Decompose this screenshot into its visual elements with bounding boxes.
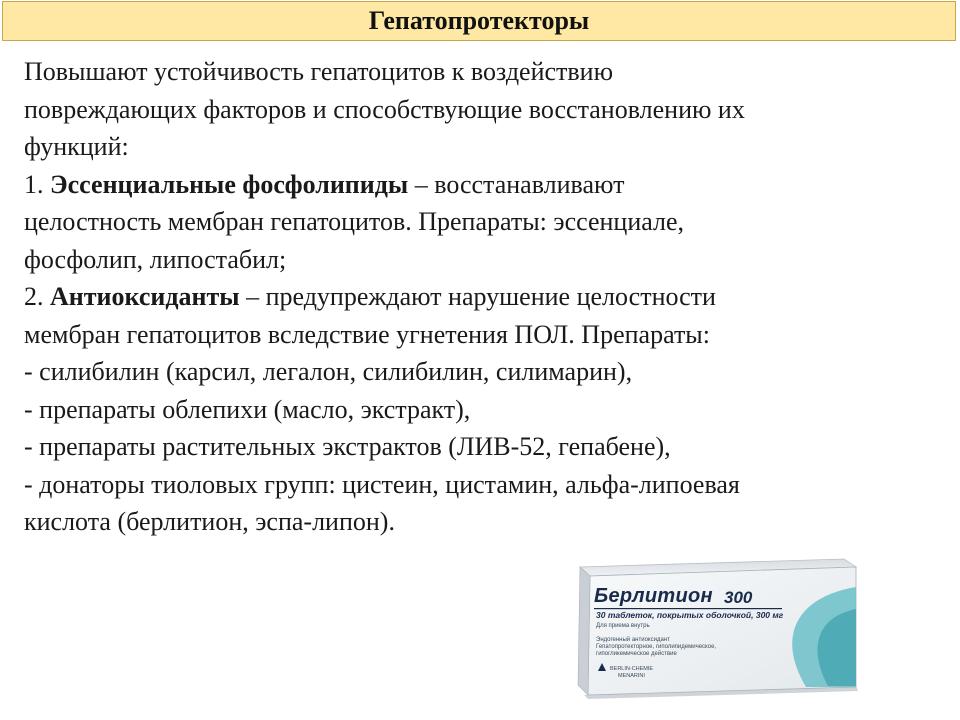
text-line	[24, 428, 934, 466]
line-bold-term: Антиоксиданты	[50, 282, 240, 311]
box-desc-line: гипогликемическое действие	[596, 651, 677, 657]
body-text	[24, 53, 934, 541]
box-tablets-text: 30 таблеток, покрытых оболочкой, 300 мг	[596, 610, 784, 620]
box-desc-line: Гепатопротекторное, гиполипидемическое,	[596, 644, 717, 650]
line-text: целостность мембран гепатоцитов. Препараты: эссенциале,	[24, 207, 685, 236]
line-text: - силибилин (карсил, легалон, силибилин, силимарин),	[24, 357, 633, 386]
line-text: – восстанавливают	[408, 169, 625, 199]
line-text: кислота (берлитион, эспа-липон).	[24, 507, 395, 536]
text-line	[24, 503, 934, 541]
box-maker-name: MENARINI	[618, 673, 645, 679]
box-desc-line: Эндогенный антиоксидант	[596, 637, 670, 643]
text-line	[24, 128, 934, 166]
text-line	[24, 203, 934, 241]
line-text: Повышают устойчивость гепатоцитов к воздействию	[24, 57, 614, 86]
box-maker-name: BERLIN-CHEMIE	[610, 666, 654, 672]
line-text: повреждающих факторов и способствующие восстановлению их	[24, 94, 745, 124]
text-line	[24, 241, 934, 279]
line-text: - препараты облепихи (масло, экстракт),	[24, 394, 471, 424]
text-line	[24, 466, 934, 504]
line-bold-term: Эссенциальные фосфолипиды	[50, 169, 409, 199]
line-text: - препараты растительных экстрактов (ЛИВ-52, гепабене),	[24, 432, 671, 461]
title-bar	[2, 1, 956, 41]
text-line	[24, 353, 934, 391]
box-usage-text: Для приема внутрь	[596, 623, 650, 629]
line-text: - донаторы тиоловых групп: цистеин, цистамин, альфа-липоевая	[24, 469, 740, 499]
text-line	[24, 278, 934, 316]
text-line	[24, 316, 934, 354]
text-line	[24, 166, 934, 204]
text-line	[24, 91, 934, 129]
box-brand-name: Берлитион	[594, 585, 713, 607]
product-box-image	[576, 557, 858, 699]
box-side-face	[578, 567, 590, 695]
line-text: 2.	[24, 282, 50, 311]
line-text: мембран гепатоцитов вследствие угнетения ПОЛ. Препараты:	[24, 319, 711, 349]
page-title: Гепатопротекторы	[368, 6, 590, 35]
line-text: фосфолип, липостабил;	[24, 244, 287, 274]
line-text: 1.	[24, 169, 50, 199]
line-text: – предупреждают нарушение целостности	[239, 282, 716, 311]
text-line	[24, 391, 934, 429]
text-line	[24, 53, 934, 91]
box-strength: 300	[724, 588, 753, 607]
line-text: функций:	[24, 132, 129, 161]
